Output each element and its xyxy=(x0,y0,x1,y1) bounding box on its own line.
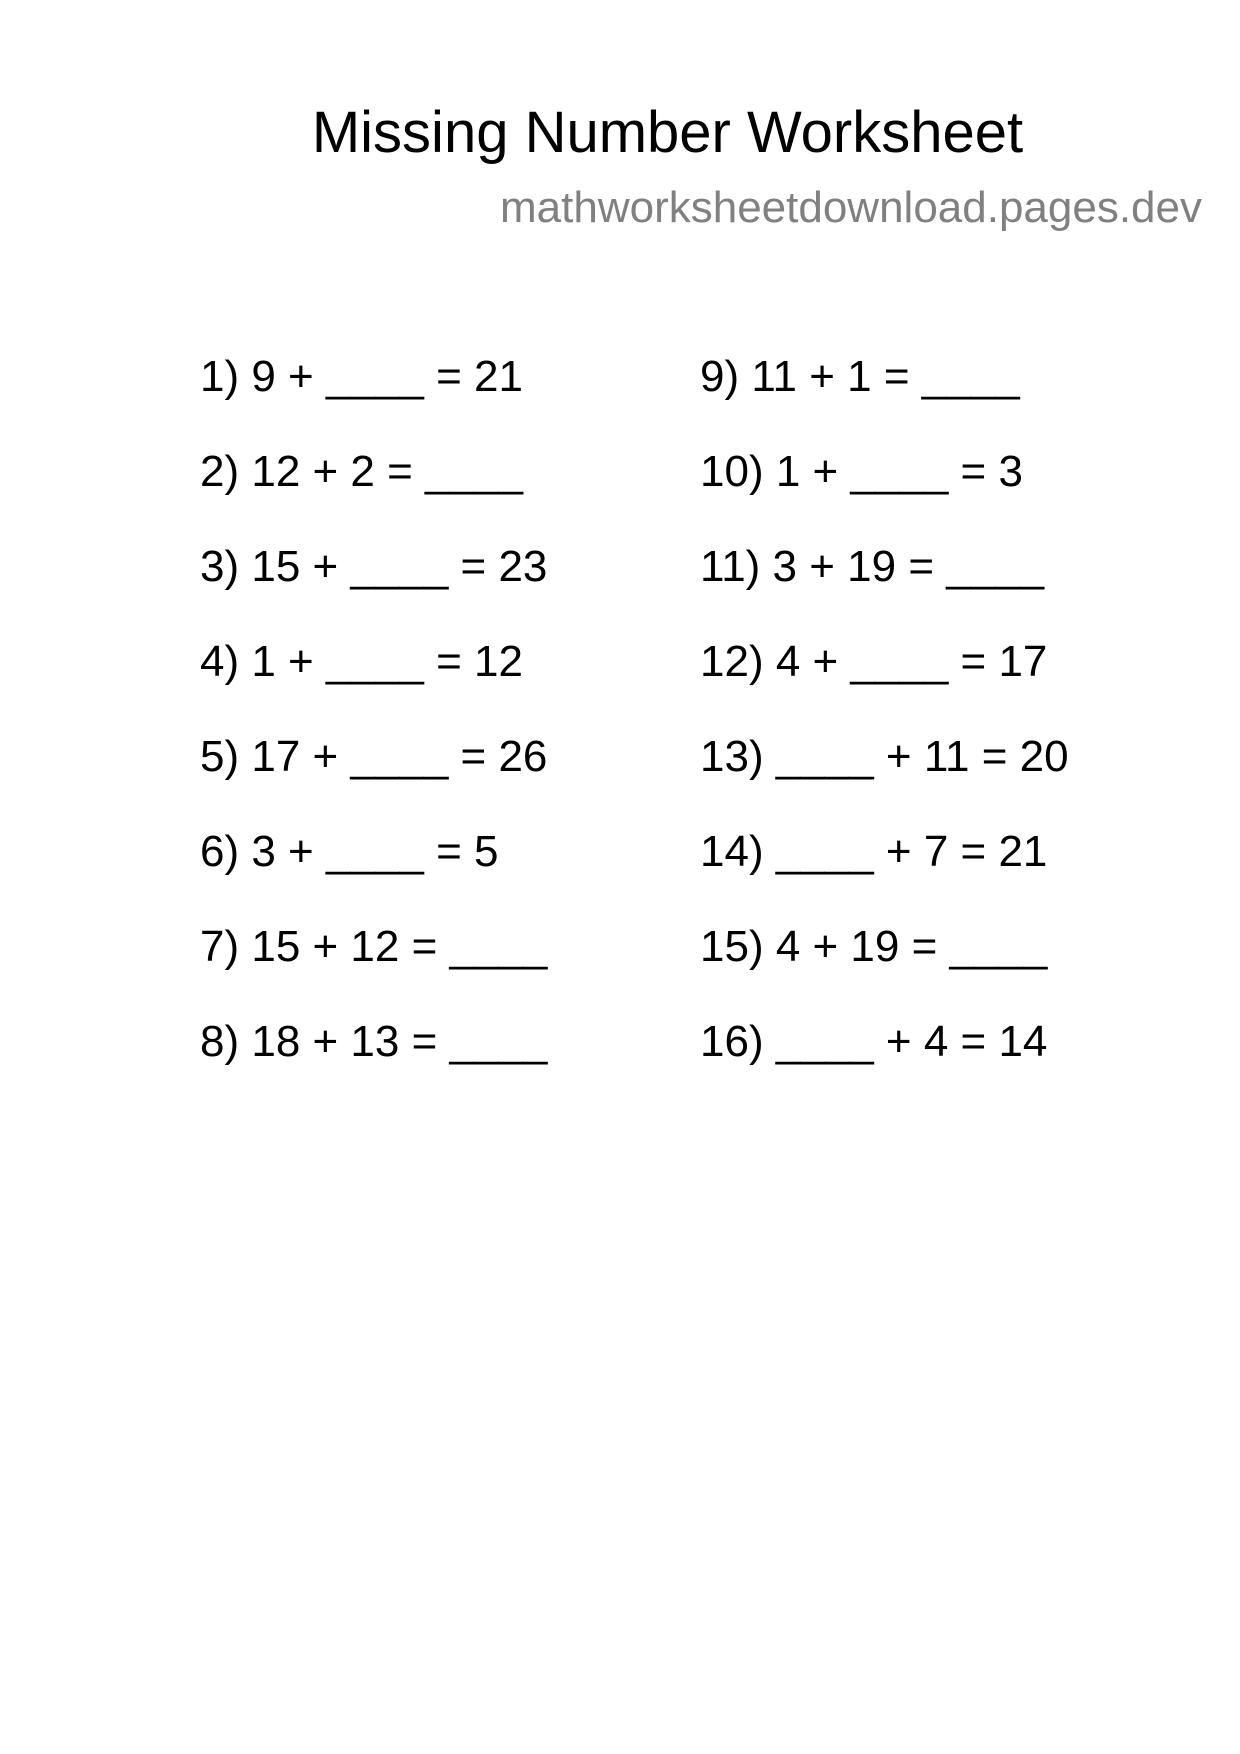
problem-6: 6) 3 + ____ = 5 xyxy=(200,827,499,876)
worksheet-title: Missing Number Worksheet xyxy=(311,100,1024,165)
source-url: mathworksheetdownload.pages.dev xyxy=(500,183,1203,232)
problem-5: 5) 17 + ____ = 26 xyxy=(200,732,548,781)
problem-10: 10) 1 + ____ = 3 xyxy=(700,447,1023,496)
problem-7: 7) 15 + 12 = ____ xyxy=(200,922,548,971)
problem-3: 3) 15 + ____ = 23 xyxy=(200,542,548,591)
problem-13: 13) ____ + 11 = 20 xyxy=(700,732,1069,781)
problem-2: 2) 12 + 2 = ____ xyxy=(200,447,523,496)
problem-15: 15) 4 + 19 = ____ xyxy=(700,922,1048,971)
problem-1: 1) 9 + ____ = 21 xyxy=(200,352,523,401)
problem-14: 14) ____ + 7 = 21 xyxy=(700,827,1048,876)
problem-9: 9) 11 + 1 = ____ xyxy=(700,352,1020,401)
problem-4: 4) 1 + ____ = 12 xyxy=(200,637,523,686)
problem-16: 16) ____ + 4 = 14 xyxy=(700,1017,1048,1066)
problem-11: 11) 3 + 19 = ____ xyxy=(700,542,1045,591)
problem-12: 12) 4 + ____ = 17 xyxy=(700,637,1048,686)
problem-8: 8) 18 + 13 = ____ xyxy=(200,1017,548,1066)
